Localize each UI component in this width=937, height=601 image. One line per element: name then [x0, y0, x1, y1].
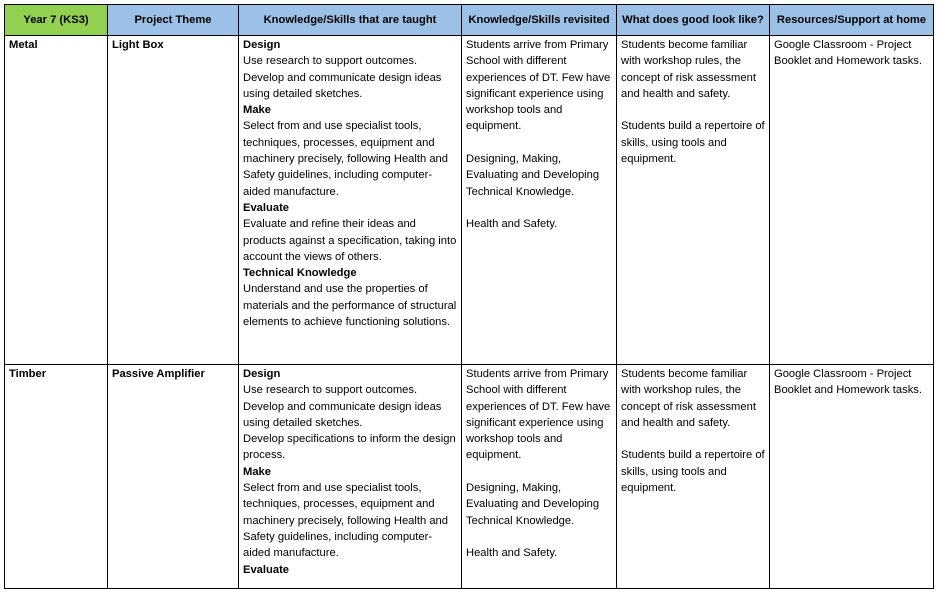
make-heading: Make [243, 465, 271, 478]
design-heading: Design [243, 39, 281, 51]
header-knowledge-revisited: Knowledge/Skills revisited [462, 5, 617, 36]
evaluate-heading: Evaluate [243, 563, 290, 576]
project-cell: Passive Amplifier [108, 365, 239, 589]
resources-cell: Google Classroom - Project Booklet and Homework tasks. [770, 36, 934, 365]
revisited-cell [462, 36, 617, 365]
project-cell: Light Box [108, 36, 239, 365]
design-text: Use research to support outcomes. Develop and communicate design ideas using detailed sketches. [243, 55, 442, 100]
curriculum-table [4, 4, 934, 589]
resources-cell: Google Classroom - Project Booklet and Homework tasks. [770, 365, 934, 589]
good-looks-like-cell [617, 365, 770, 589]
table-row [5, 365, 934, 589]
revisited-paragraph: Students arrive from Primary School with different experiences of DT. Few have significant experience using workshop tools and equipment. [466, 39, 611, 133]
design-text: Develop specifications to inform the design process. [243, 433, 456, 462]
good-paragraph: Students build a repertoire of skills, using tools and equipment. [621, 449, 765, 495]
revisited-paragraph: Designing, Making, Evaluating and Developing Technical Knowledge. [466, 153, 600, 198]
header-what-good-looks-like: What does good look like? [617, 5, 770, 36]
design-text: Use research to support outcomes. Develop and communicate design ideas using detailed sketches. [243, 384, 442, 429]
make-text: Select from and use specialist tools, techniques, processes, equipment and machinery precisely, following Health and Safety guidelines, including computer-aided manufacture. [243, 482, 448, 560]
header-year: Year 7 (KS3) [5, 5, 108, 36]
material-cell: Metal [5, 36, 108, 365]
material-cell: Timber [5, 365, 108, 589]
knowledge-cell [239, 365, 462, 589]
technical-knowledge-heading: Technical Knowledge [243, 267, 357, 280]
good-paragraph: Students build a repertoire of skills, using tools and equipment. [621, 120, 765, 166]
evaluate-heading: Evaluate [243, 201, 290, 214]
table-row [5, 36, 934, 365]
knowledge-cell [239, 36, 462, 365]
revisited-cell [462, 365, 617, 589]
good-looks-like-cell [617, 36, 770, 365]
make-text: Select from and use specialist tools, techniques, processes, equipment and machinery precisely, following Health and Safety guidelines, including computer-aided manufacture. [243, 120, 448, 198]
header-row [5, 5, 934, 36]
header-project-theme: Project Theme [108, 5, 239, 36]
evaluate-text: Evaluate and refine their ideas and products against a specification, taking into account the views of others. [243, 218, 457, 263]
good-paragraph: Students become familiar with workshop rules, the concept of risk assessment and health and safety. [621, 39, 756, 100]
design-heading: Design [243, 368, 281, 380]
revisited-paragraph: Health and Safety. [466, 218, 558, 231]
revisited-paragraph: Health and Safety. [466, 547, 558, 560]
make-heading: Make [243, 104, 271, 117]
technical-knowledge-text: Understand and use the properties of materials and the performance of structural elements to achieve functioning solutions. [243, 283, 457, 329]
good-paragraph: Students become familiar with workshop rules, the concept of risk assessment and health and safety. [621, 368, 756, 429]
header-resources-support: Resources/Support at home [770, 5, 934, 36]
revisited-paragraph: Designing, Making, Evaluating and Developing Technical Knowledge. [466, 482, 600, 527]
header-knowledge-taught: Knowledge/Skills that are taught [239, 5, 462, 36]
revisited-paragraph: Students arrive from Primary School with different experiences of DT. Few have significant experience using workshop tools and equipment. [466, 368, 611, 462]
